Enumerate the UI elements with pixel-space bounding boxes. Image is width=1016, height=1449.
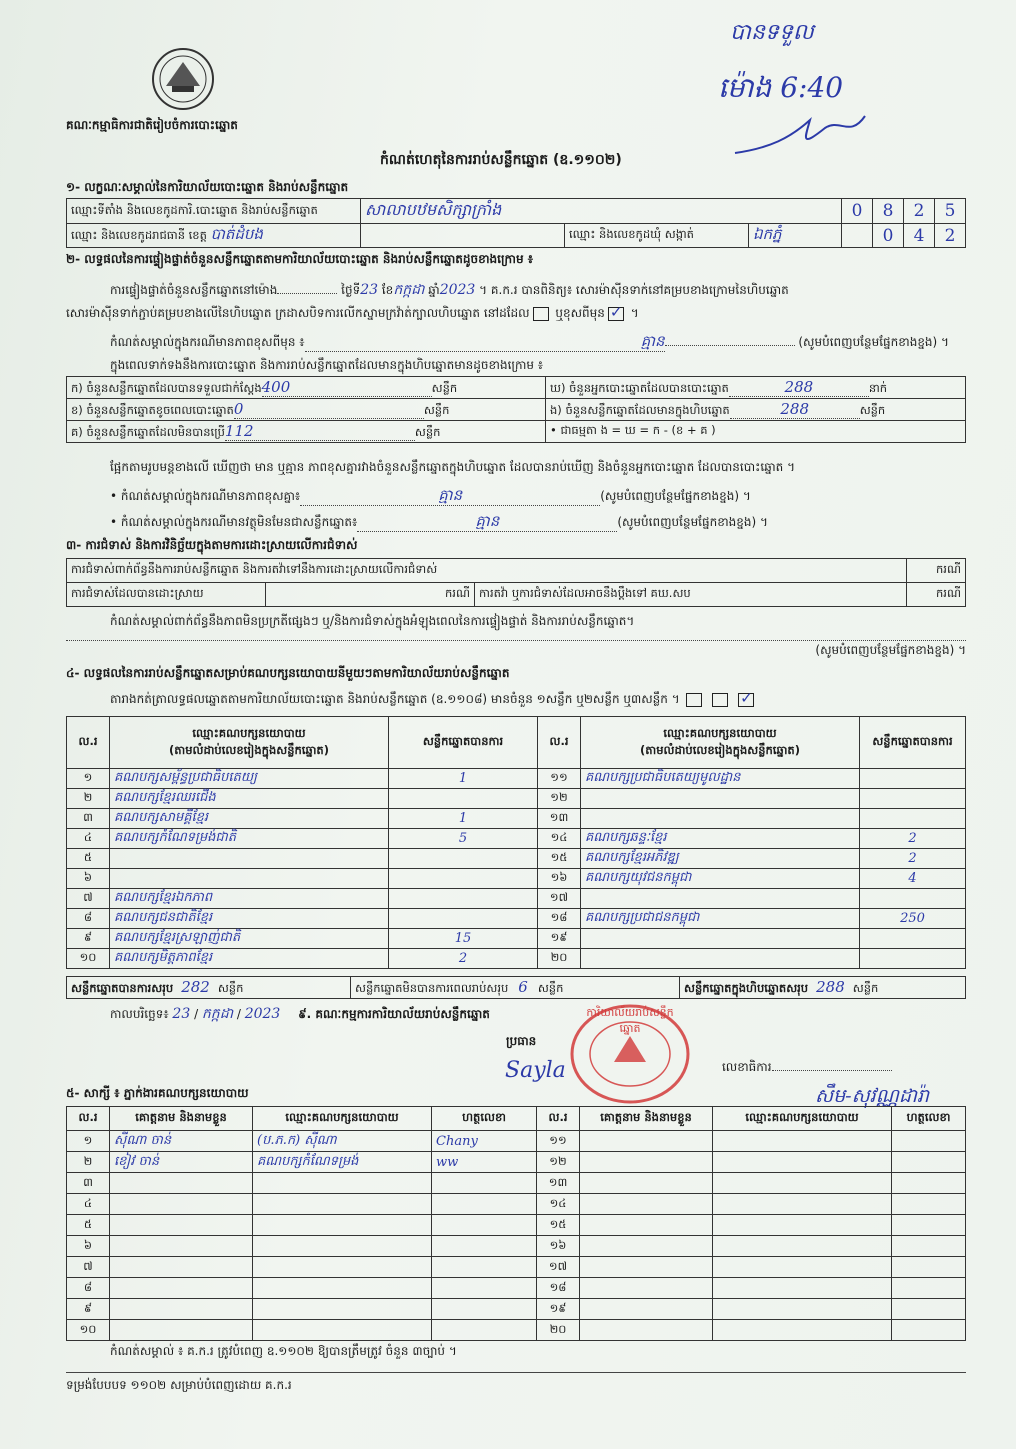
witness-party (253, 1215, 432, 1236)
party-no: ១៧ (538, 889, 581, 909)
party-no: ៦ (67, 869, 110, 889)
party-name: គណបក្សកំណែទម្រង់ជាតិ (110, 829, 389, 849)
location-label: ឈ្មោះទីតាំង និងលេខកូដការិ.បោះឆ្នោត និងរាប់សន្លឹកឆ្នោត (67, 199, 361, 224)
form-footer: ទម្រង់បែបបទ ១១០២ សម្រាប់បំពេញដោយ គ.ក.រ (66, 1378, 292, 1392)
witness-party (253, 1173, 432, 1194)
table-row (67, 829, 966, 849)
party-no: ៣ (67, 809, 110, 829)
change-note-value: គ្មាន (640, 332, 665, 350)
party-name: គណបក្សខ្មែរស្រឡាញ់ជាតិ (110, 929, 389, 949)
committee-name: គណៈកម្មាធិការជាតិរៀបចំការបោះឆ្នោត (66, 118, 238, 132)
footer-divider (66, 1372, 966, 1373)
table-row (67, 929, 966, 949)
witness-signature (432, 1278, 537, 1299)
three-sheets-checkbox[interactable] (738, 693, 754, 707)
witness-signature (432, 1194, 537, 1215)
witness-signature (432, 1236, 537, 1257)
party-no: ១០ (67, 949, 110, 969)
witness-no: ១៨ (537, 1278, 580, 1299)
code-digit: 2 (935, 224, 966, 248)
party-name: គណបក្សសម្ព័ន្ធប្រជាធិបតេយ្យ (110, 769, 389, 789)
party-name (581, 949, 860, 969)
resolved-complaints: ការជំទាស់ដែលបានដោះស្រាយ (67, 583, 266, 607)
section2-line1: ការផ្ទៀងផ្ទាត់ចំនួនសន្លឹកឆ្នោតនៅម៉ោង ថ្ងៃទី23 ខែកក្កដា ឆ្នាំ2023 ។ គ.ក.រ បានពិនិត្យ៖ សោរម៉ាស៊ីនទាក់នៅគម្របខាងក្រោមនៃហិបឆ្នោត (110, 282, 789, 298)
table-row (67, 1194, 966, 1215)
witness-party (713, 1131, 892, 1152)
party-name (581, 809, 860, 829)
total-invalid-value: 6 (518, 977, 528, 996)
party-name: គណបក្សប្រជាធិបតេយ្យមូលដ្ឋាន (581, 769, 860, 789)
witness-no: ១៥ (537, 1215, 580, 1236)
party-votes (860, 789, 966, 809)
code-digit: 0 (842, 199, 873, 224)
section1-title: ១- លក្ខណៈសម្គាល់នៃការិយាល័យបោះឆ្នោត និងរាប់សន្លឹកឆ្នោត (66, 180, 349, 194)
witness-no: ២ (67, 1152, 110, 1173)
witness-table: ល.រ គោត្តនាម និងនាមខ្លួន ឈ្មោះគណបក្សនយោបាយ ហត្ថលេខា ល.រ គោត្តនាម និងនាមខ្លួន ឈ្មោះគណបក្សនយោបាយ ហត្ថលេខា ១ ស៊ីណា ចាន់ (ប.ភ.ក) ស៊ីណា Chany ១១ ២ ខៀវ ចាន់ គណបក្សកំណែទម្រង់ ww ១២ ៣ ១៣ ៤ ១៤ ៥ ១៥ ៦ ១៦ ៧ ១៧ ៨ ១៨ ៩ ១៩ ១០ ២០ (66, 1106, 966, 1341)
witness-name: ខៀវ ចាន់ (110, 1152, 253, 1173)
party-no: ៥ (67, 849, 110, 869)
party-name (110, 849, 389, 869)
witness-party (713, 1215, 892, 1236)
party-no: ១១ (538, 769, 581, 789)
table-row (67, 949, 966, 969)
witness-signature (892, 1299, 966, 1320)
witness-party (253, 1236, 432, 1257)
unused-ballots-value: 112 (224, 421, 254, 440)
discrepancy-value: គ្មាន (438, 486, 463, 504)
secretary-name: សឹម-សុវណ្ណដារ៉ា (815, 1085, 930, 1107)
code-digit: 5 (935, 199, 966, 224)
spoiled-ballots-value: 0 (233, 399, 244, 418)
party-no: ២០ (538, 949, 581, 969)
complaints-table: ការជំទាស់ពាក់ព័ន្ធនឹងការរាប់សន្លឹកឆ្នោត និងការតវ៉ាទៅនឹងការដោះស្រាយលើការជំទាស់ ករណី ការជំទាស់ដែលបានដោះស្រាយ ករណី ការតវ៉ា ឬការជំទាស់ដែលអាចនឹងប្តឹងទៅ គឃ.សប ករណី (66, 558, 966, 607)
received-time: ម៉ោង 6:40 (718, 71, 844, 104)
witness-name (110, 1194, 253, 1215)
complaints-fill-hint: (សូមបំពេញបន្ថែមផ្នែកខាងខ្នង) ។ (66, 640, 966, 658)
party-name: គណបក្សខ្មែរឯកភាព (110, 889, 389, 909)
table-row (67, 1299, 966, 1320)
discrepancy-note: • កំណត់សម្គាល់ក្នុងករណីមានភាពខុសគ្នា៖ គ្មាន (សូមបំពេញបន្ថែមផ្នែកខាងខ្នង) ។ (110, 486, 751, 504)
witness-no: ១៣ (537, 1173, 580, 1194)
party-votes (860, 929, 966, 949)
witness-party (713, 1173, 892, 1194)
section5-title: ៥- សាក្សី ៖ ភ្នាក់ងារគណបក្សនយោបាយ (66, 1086, 249, 1100)
witness-name (580, 1215, 713, 1236)
totals-table: សន្លឹកឆ្នោតបានការសរុប 282 សន្លឹក សន្លឹកឆ្នោតមិនបានការពេលរាប់សរុប 6 សន្លឹក សន្លឹកឆ្នោតក្នុងហិបឆ្នោតសរុប 288 សន្លឹក (66, 976, 966, 999)
party-no: ២ (67, 789, 110, 809)
party-votes: 1 (389, 809, 538, 829)
party-votes: 15 (389, 929, 538, 949)
witness-signature (892, 1173, 966, 1194)
footnote: កំណត់សម្គាល់ ៖ គ.ក.រ ត្រូវបំពេញ ឧ.១១០២ ឱ្យបានត្រឹមត្រូវ ចំនួន ៣ច្បាប់ ។ (110, 1344, 457, 1358)
witness-name (580, 1299, 713, 1320)
witness-signature (432, 1320, 537, 1341)
witness-party (713, 1278, 892, 1299)
witness-party (713, 1320, 892, 1341)
witness-signature (892, 1257, 966, 1278)
party-name: គណបក្សយុវជនកម្ពុជា (581, 869, 860, 889)
witness-name (110, 1299, 253, 1320)
table-row (67, 1173, 966, 1194)
commune-label: ឈ្មោះ និងលេខកូដឃុំ សង្កាត់ (565, 224, 749, 248)
received-ballots-value: 400 (261, 377, 291, 396)
witness-no: ២០ (537, 1320, 580, 1341)
nec-emblem-icon (148, 46, 218, 112)
party-no: ១៨ (538, 909, 581, 929)
results-sheets-line: តារាងកត់ត្រាលទ្ធផលឆ្នោតតាមការិយាល័យបោះឆ្នោត និងរាប់សន្លឹកឆ្នោត (ឧ.១១០៨) មានចំនួន ១សន្លឹក ឬ២សន្លឹក ឬ៣សន្លឹក ។ ✓ (110, 692, 970, 707)
witness-signature: ww (432, 1152, 537, 1173)
foreign-object-value: គ្មាន (475, 512, 500, 530)
party-no: ៤ (67, 829, 110, 849)
party-no: ១៦ (538, 869, 581, 889)
party-votes (389, 889, 538, 909)
witness-name: ស៊ីណា ចាន់ (110, 1131, 253, 1152)
witness-name (580, 1173, 713, 1194)
witness-party (713, 1236, 892, 1257)
section2-line2: សោរម៉ាស៊ីនទាក់ភ្ជាប់គម្របខាងលើនៃហិបឆ្នោត ក្រដាសបិទការលើកស្នាមក្រវ៉ាត់ក្បាលហិបឆ្នោត នៅដដែល ឬខុសពីមុន✓ ។ (66, 306, 966, 321)
party-votes (860, 809, 966, 829)
table-row (67, 889, 966, 909)
code-digit: 2 (904, 199, 935, 224)
witness-signature (432, 1173, 537, 1194)
party-no: ១៣ (538, 809, 581, 829)
witness-name (110, 1257, 253, 1278)
party-votes: 4 (860, 869, 966, 889)
table-row (67, 849, 966, 869)
complaints-row1: ការជំទាស់ពាក់ព័ន្ធនឹងការរាប់សន្លឹកឆ្នោត និងការតវ៉ាទៅនឹងការដោះស្រាយលើការជំទាស់ (67, 559, 907, 583)
witness-no: ៧ (67, 1257, 110, 1278)
witness-no: ១ (67, 1131, 110, 1152)
witness-name (580, 1131, 713, 1152)
complaints-note: កំណត់សម្គាល់ពាក់ព័ន្ធនឹងភាពមិនប្រក្រតីផ្សេងៗ ឬ/និងការជំទាស់ក្នុងអំឡុងពេលនៃការផ្ទៀងផ្ទាត់ និងការរាប់សន្លឹកឆ្នោត។ (110, 614, 635, 628)
party-votes: 5 (389, 829, 538, 849)
witness-signature (432, 1257, 537, 1278)
table-row (67, 1236, 966, 1257)
witness-signature (892, 1320, 966, 1341)
party-votes: 2 (860, 829, 966, 849)
received-note: បានទទួល (730, 20, 814, 45)
witness-no: ១៧ (537, 1257, 580, 1278)
witness-no: ១៦ (537, 1236, 580, 1257)
section1-table (66, 198, 966, 248)
table-row (67, 1215, 966, 1236)
box-ballots-value: 288 (780, 399, 809, 418)
witness-party (713, 1299, 892, 1320)
party-no: ៧ (67, 889, 110, 909)
table-row (67, 909, 966, 929)
section2-title: ២- លទ្ធផលនៃការផ្ទៀងផ្ទាត់ចំនួនសន្លឹកឆ្នោតតាមការិយាល័យបោះឆ្នោត និងរាប់សន្លឹកឆ្នោតដូចខាងក្រោម ៖ (66, 252, 534, 266)
witness-party (713, 1152, 892, 1173)
counts-table: ក) ចំនួនសន្លឹកឆ្នោតដែលបានទទួលជាក់ស្តែង400 សន្លឹក ឃ) ចំនួនអ្នកបោះឆ្នោតដែលបានបោះឆ្នោត 288 នាក់ ខ) ចំនួនសន្លឹកឆ្នោតខូចពេលបោះឆ្នោត0 សន្លឹក ង) ចំនួនសន្លឹកឆ្នោតដែលមានក្នុងហិបឆ្នោត 288 សន្លឹក គ) ចំនួនសន្លឹកឆ្នោតដែលមិនបានប្រើ112 សន្លឹក • ជាធម្មតា ង = ឃ = ក - (ខ + គ ) (66, 376, 966, 443)
party-name: គណបក្សមិត្តភាពខ្មែរ (110, 949, 389, 969)
same-checkbox[interactable] (533, 307, 549, 321)
witness-name (580, 1194, 713, 1215)
province-value: បាត់ដំបង (210, 224, 263, 243)
witness-name (580, 1278, 713, 1299)
signing-date: កាលបរិច្ឆេទ៖ 23 / កក្កដា / 2023 ៩. គណៈកម្មការការិយាល័យរាប់សន្លឹកឆ្នោត (110, 1006, 490, 1022)
party-name: គណបក្សសាមគ្គីខ្មែរ (110, 809, 389, 829)
party-name (110, 869, 389, 889)
party-votes: 1 (389, 769, 538, 789)
party-votes (860, 889, 966, 909)
party-votes (389, 789, 538, 809)
witness-no: ៦ (67, 1236, 110, 1257)
table-row (67, 1320, 966, 1341)
appeal-complaints: ការតវ៉ា ឬការជំទាស់ដែលអាចនឹងប្តឹងទៅ គឃ.សប (475, 583, 907, 607)
witness-no: ១៤ (537, 1194, 580, 1215)
party-no: ១៤ (538, 829, 581, 849)
party-votes: 2 (860, 849, 966, 869)
party-name: គណបក្សជនជាតិខ្មែរ (110, 909, 389, 929)
witness-no: ៩ (67, 1299, 110, 1320)
witness-name (580, 1152, 713, 1173)
code-digit: 4 (904, 224, 935, 248)
party-name: គណបក្សខ្មែរអភិវឌ្ឍ (581, 849, 860, 869)
witness-name (580, 1236, 713, 1257)
witness-party (713, 1194, 892, 1215)
table-row (67, 869, 966, 889)
witness-name (110, 1215, 253, 1236)
witness-signature (432, 1215, 537, 1236)
witness-party (713, 1257, 892, 1278)
handwritten-signature-icon (730, 108, 870, 168)
witness-signature (892, 1236, 966, 1257)
total-box-value: 288 (816, 977, 845, 996)
witness-name (110, 1173, 253, 1194)
party-votes (389, 849, 538, 869)
party-votes (860, 769, 966, 789)
changed-checkbox[interactable] (608, 307, 624, 321)
location-value: សាលាបឋមសិក្សាក្រាំង (365, 200, 502, 219)
party-no: ៨ (67, 909, 110, 929)
party-votes: 250 (860, 909, 966, 929)
party-no: ១ (67, 769, 110, 789)
party-no: ១២ (538, 789, 581, 809)
party-name (581, 929, 860, 949)
table-row (67, 1278, 966, 1299)
party-name (581, 889, 860, 909)
witness-no: ១០ (67, 1320, 110, 1341)
witness-name (580, 1257, 713, 1278)
witness-name (110, 1278, 253, 1299)
party-votes: 2 (389, 949, 538, 969)
witness-no: ៤ (67, 1194, 110, 1215)
table-row (67, 1257, 966, 1278)
province-label: ឈ្មោះ និងលេខកូដរាជធានី ខេត្ត បាត់ដំបង (67, 224, 361, 248)
form-title: កំណត់ហេតុនៃការរាប់សន្លឹកឆ្នោត (ឧ.១១០២) (380, 152, 622, 168)
witness-no: ៥ (67, 1215, 110, 1236)
foreign-object-note: • កំណត់សម្គាល់ក្នុងករណីមានវត្ថុមិនមែនជាសន្លឹកឆ្នោត៖ គ្មាន (សូមបំពេញបន្ថែមផ្នែកខាងខ្នង) ។ (110, 512, 768, 530)
witness-signature (892, 1215, 966, 1236)
witness-no: ៣ (67, 1173, 110, 1194)
witness-no: ៨ (67, 1278, 110, 1299)
witness-signature: Chany (432, 1131, 537, 1152)
witness-party (253, 1257, 432, 1278)
table-row (67, 789, 966, 809)
table-row (67, 809, 966, 829)
party-no: ៩ (67, 929, 110, 949)
check-month: កក្កដា (393, 282, 425, 298)
counts-intro: ក្នុងពេលទាក់ទងនឹងការបោះឆ្នោត និងការរាប់សន្លឹកឆ្នោតដែលមានក្នុងហិបឆ្នោតមានដូចខាងក្រោម ៖ (110, 358, 544, 372)
total-valid-value: 282 (181, 977, 210, 996)
party-votes (860, 949, 966, 969)
party-votes (389, 909, 538, 929)
one-sheet-checkbox[interactable] (686, 693, 702, 707)
stamp-text: ការិយាល័យរាប់សន្លឹកឆ្នោត (586, 1006, 674, 1035)
section4-title: ៤- លទ្ធផលនៃការរាប់សន្លឹកឆ្នោតសម្រាប់គណបក្សនយោបាយនីមួយៗតាមការិយាល័យរាប់សន្លឹកឆ្នោត (66, 666, 510, 680)
witness-signature (892, 1152, 966, 1173)
witness-no: ១៩ (537, 1299, 580, 1320)
formula: • ជាធម្មតា ង = ឃ = ក - (ខ + គ ) (546, 421, 966, 443)
witness-party (253, 1299, 432, 1320)
table-row (67, 1152, 966, 1173)
party-name (581, 789, 860, 809)
witness-party (253, 1320, 432, 1341)
voters-value: 288 (784, 377, 814, 396)
check-day: 23 (360, 282, 379, 298)
table-row (67, 1131, 966, 1152)
party-name: គណបក្សឆន្ទៈខ្មែរ (581, 829, 860, 849)
party-results-table: ល.រ ឈ្មោះគណបក្សនយោបាយ (តាមលំដាប់លេខរៀងក្នុងសន្លឹកឆ្នោត) សន្លឹកឆ្នោតបានការ ល.រ ឈ្មោះគណបក្សនយោបាយ (តាមលំដាប់លេខរៀងក្នុងសន្លឹកឆ្នោត) សន្លឹកឆ្នោតបានការ ១ គណបក្សសម្ព័ន្ធប្រជាធិបតេយ្យ 1 ១១ គណបក្សប្រជាធិបតេយ្យមូលដ្ឋាន ២ គណបក្សខ្មែរឈរជើង ១២ ៣ គណបក្សសាមគ្គីខ្មែរ 1 ១៣ ៤ គណបក្សកំណែទម្រង់ជាតិ 5 ១៤ គណបក្សឆន្ទៈខ្មែរ 2 ៥ ១៥ គណបក្សខ្មែរអភិវឌ្ឍ 2 ៦ ១៦ គណបក្សយុវជនកម្ពុជា 4 ៧ គណបក្សខ្មែរឯកភាព ១៧ ៨ គណបក្សជនជាតិខ្មែរ ១៨ គណបក្សប្រជាជនកម្ពុជា 250 ៩ គណបក្សខ្មែរស្រឡាញ់ជាតិ 15 ១៩ ១០ គណបក្សមិត្តភាពខ្មែរ 2 ២០ (66, 716, 966, 969)
code-digit: 8 (873, 199, 904, 224)
party-no: ១៥ (538, 849, 581, 869)
witness-signature (432, 1299, 537, 1320)
witness-name (580, 1320, 713, 1341)
party-votes (389, 869, 538, 889)
witness-name (110, 1236, 253, 1257)
table-row (67, 769, 966, 789)
witness-signature (892, 1131, 966, 1152)
party-name: គណបក្សប្រជាជនកម្ពុជា (581, 909, 860, 929)
two-sheets-checkbox[interactable] (712, 693, 728, 707)
witness-signature (892, 1278, 966, 1299)
party-name: គណបក្សខ្មែរឈរជើង (110, 789, 389, 809)
witness-name (110, 1320, 253, 1341)
witness-party: (ប.ភ.ក) ស៊ីណា (253, 1131, 432, 1152)
witness-signature (892, 1194, 966, 1215)
witness-party (253, 1278, 432, 1299)
witness-no: ១២ (537, 1152, 580, 1173)
code-digit: 0 (873, 224, 904, 248)
check-year: 2023 (439, 282, 476, 298)
change-note-line: កំណត់សម្គាល់ក្នុងករណីមានភាពខុសពីមុន ៖ គ្មាន (សូមបំពេញបន្ថែមផ្នែកខាងខ្នង) ។ (110, 332, 949, 350)
commune-value: ឯកភ្នំ (753, 224, 782, 243)
chair-signature: Sayla (505, 1058, 566, 1083)
witness-no: ១១ (537, 1131, 580, 1152)
witness-party: គណបក្សកំណែទម្រង់ (253, 1152, 432, 1173)
party-no: ១៩ (538, 929, 581, 949)
section3-title: ៣- ការជំទាស់ និងការវិនិច្ឆ័យក្នុងតាមការដោះស្រាយលើការជំទាស់ (66, 538, 358, 552)
secretary-line: លេខាធិការ (722, 1060, 892, 1075)
chair-label: ប្រធាន (506, 1034, 537, 1048)
discrepancy-line: ផ្អែកតាមរូបមន្តខាងលើ ឃើញថា មាន ឬគ្មាន ភាពខុសគ្នារវាងចំនួនសន្លឹកឆ្នោតក្នុងហិបឆ្នោត ដែលបានរាប់ឃើញ និងចំនួនអ្នកបោះឆ្នោត ដែលបានបោះឆ្នោត ។ (110, 460, 796, 474)
witness-party (253, 1194, 432, 1215)
